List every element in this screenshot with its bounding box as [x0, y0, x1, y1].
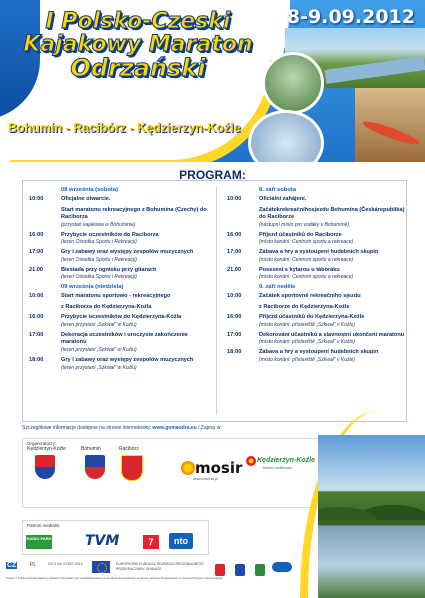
- eu-footer: [0, 560, 425, 598]
- schedule-item: [227, 349, 410, 364]
- info-suffix: / Zapisy w: [196, 425, 221, 431]
- schedule-venue: (teren przystani „Szkwał" w Koźlu): [61, 364, 137, 371]
- partner-crest-icon: [215, 564, 225, 576]
- schedule-venue: (teren Ośrodka Sportu i Rekreacji): [61, 256, 137, 263]
- schedule-venue: (místo konání: přístaviště „Szkwał" v Koźle): [259, 321, 355, 328]
- kk-logo-icon: [245, 455, 257, 467]
- event-date: 8-9.09.2012: [286, 6, 415, 28]
- schedule-time: 17:00: [227, 331, 242, 338]
- schedule-text: Oficiální zahájení.: [259, 196, 307, 202]
- kk-logo-tagline: Miasto możliwości: [263, 466, 292, 470]
- column-divider: [216, 187, 217, 415]
- kk-logo-name: Kędzierzyn-Koźle: [257, 457, 315, 464]
- footnote: Projekt "I Polsko-Czeski Kajakowy Maraton Odrzański" jest współfinansowany ze środków Europejskiego Funduszu Rozwoju Regionalnego w ramach Programu Operacyjnego: [6, 576, 223, 580]
- schedule-text: Gry i zabawy oraz występy zespołów muzycznych: [61, 249, 194, 256]
- poster-title: [18, 10, 258, 81]
- schedule-time: 16:00: [29, 314, 44, 321]
- schedule-item: [29, 207, 212, 229]
- schedule-venue: (místo konání: Centrum sportu a rekreace): [259, 239, 354, 246]
- schedule-text: z Raciborza do Kędzierzyna-Koźla: [61, 303, 152, 310]
- schedule-time: 18:00: [227, 349, 242, 356]
- schedule-venue: (nástupní místo pro vodáky v Bohumíně): [259, 221, 350, 228]
- schedule-venue: (przystań kajakowa w Bohuminie): [61, 221, 136, 228]
- schedule-venue: (místo konání: Centrum sportu a rekreace): [259, 256, 354, 263]
- schedule-item: [227, 196, 410, 204]
- schedule-item: [29, 314, 212, 329]
- bohumin-crest-icon: [85, 455, 105, 479]
- kedzierzyn-kozle-crest-icon: [35, 455, 55, 479]
- schedule-text: Zábava a hry a vystoupení hudebních skupin: [259, 249, 379, 256]
- schedule-venue: (místo konání: přístaviště „Szkwał" v Koźle): [259, 339, 355, 346]
- schedule-text: Příjezd účastníků do Raciborze: [259, 231, 342, 238]
- schedule-text: Gry i zabawy oraz występy zespołów muzycznych: [61, 357, 194, 364]
- schedule-item: [227, 207, 410, 229]
- day-heading: 09 września (niedziela): [61, 284, 124, 291]
- day-heading: 8. září sobota: [259, 187, 297, 193]
- schedule-item: [227, 232, 410, 247]
- schedule-text: Przybycie uczestników do Kędzierzyna-Koźla: [61, 314, 182, 321]
- schedule-text: Dekorování účastníků a slavnostní ukončení maratonu: [259, 331, 405, 338]
- schedule-time: 17:00: [29, 331, 44, 338]
- radio-park-logo: RADIO PARK: [26, 535, 52, 549]
- seven-days-logo: 7: [143, 535, 159, 549]
- crest-label-raciborz: Racibórz: [119, 446, 139, 452]
- schedule-text: Začátek sportovně rekreačního sjezdu: [259, 293, 361, 300]
- schedule-venue: (teren przystani „Szkwał" w Koźlu): [61, 321, 137, 328]
- schedule-item: [29, 267, 212, 282]
- day-heading: 9. září neděle: [259, 284, 296, 291]
- organizers-label: Organizatorzy:: [27, 441, 57, 446]
- partner-logo-icon: [272, 562, 292, 572]
- schedule-item: [227, 314, 410, 329]
- raciborz-crest-icon: [121, 455, 143, 481]
- schedule-time: 21.00: [29, 266, 43, 273]
- program-code: OZ 3 Cel 3 2007-2013: [48, 562, 83, 566]
- schedule-item: [227, 304, 410, 312]
- photo-circle-water: [248, 110, 324, 162]
- schedule-item: [227, 332, 410, 347]
- crest-label-bohumin: Bohumin: [81, 446, 101, 452]
- mosir-url: www.mosir.kk.pl: [193, 477, 218, 481]
- header-banner: [0, 0, 425, 162]
- patrons-label: Patroni medialni:: [27, 523, 61, 528]
- crest-label-kk: Kędzierzyn-Koźle: [27, 446, 66, 452]
- organizers-box: [22, 438, 324, 508]
- schedule-time: 16:00: [227, 314, 242, 321]
- schedule-venue: (místo konání: Centrum sportu a rekreace): [259, 274, 354, 281]
- program-heading: PROGRAM:: [179, 168, 246, 182]
- schedule-time: 10:00: [227, 293, 242, 300]
- cz-label: CZ: [7, 562, 17, 569]
- schedule-item: [29, 232, 212, 247]
- schedule-text: z Raciborze do Kędzierzyna-Koźle: [259, 303, 350, 310]
- schedule-item: [29, 304, 212, 312]
- schedule-venue: (teren przystani „Szkwał" w Koźlu): [61, 347, 137, 354]
- partner-crest-icon: [235, 564, 245, 576]
- title-line-3: Odrzański: [70, 54, 206, 83]
- schedule-time: 10:00: [29, 196, 44, 202]
- program-polish-column: [29, 185, 212, 375]
- info-prefix: Szczegółowe informacje dostępne na stronie internetowej:: [22, 425, 153, 431]
- title-line-1: I Polsko-Czeski: [45, 9, 231, 34]
- schedule-text: Start maratonu rekreacyjnego z Bohumina (Czechy) do Raciborza: [61, 206, 207, 221]
- schedule-text: Zábava a hry a vystoupení hudebních skupin: [259, 349, 379, 356]
- tvm-logo: TVM: [85, 533, 120, 549]
- schedule-time: 18:00: [29, 357, 44, 364]
- schedule-time: 17:00: [29, 249, 44, 256]
- nto-logo: nto: [169, 533, 193, 549]
- schedule-item: [227, 267, 410, 282]
- route-cities: Bohumin - Racibórz - Kędzierzyn-Koźle: [8, 121, 241, 135]
- schedule-text: Biesiada przy ognisku przy gitarach: [61, 266, 157, 273]
- schedule-text: Posezení s kytarou u táboráku: [259, 266, 340, 273]
- schedule-item: [29, 249, 212, 264]
- program-czech-column: [227, 185, 410, 367]
- schedule-item: [29, 332, 212, 354]
- schedule-text: Start maratonu sportowo - rekreacyjnego: [61, 293, 171, 300]
- mosir-logo: mosir: [181, 459, 242, 477]
- schedule-item: [29, 196, 212, 204]
- photo-kayaker: [355, 88, 425, 162]
- schedule-venue: (teren Ośrodka Sportu i Rekreacji): [61, 239, 137, 246]
- schedule-time: 16:00: [29, 231, 44, 238]
- schedule-venue: (místo konání: přístaviště „Szkwał" v Koźle): [259, 357, 355, 364]
- schedule-time: 21.00: [227, 266, 241, 273]
- schedule-text: Dekoracja uczestników i uroczyste zakończenie maratonu: [61, 331, 188, 346]
- title-line-2: Kajakowy Maraton: [23, 32, 253, 58]
- eu-fund-text: EUROPEJSKI FUNDUSZ ROZWOJU REGIONALNEGO PRZEKRACZAMY GRANICE: [116, 562, 204, 571]
- partner-crest-icon: [255, 564, 265, 576]
- schedule-item: [227, 293, 410, 301]
- pl-label: PL: [30, 562, 37, 568]
- schedule-time: 10:00: [29, 293, 44, 300]
- eu-flag-icon: [92, 561, 110, 573]
- schedule-item: [29, 293, 212, 301]
- schedule-text: Przybycie uczestników do Raciborza: [61, 231, 159, 238]
- schedule-item: [29, 357, 212, 372]
- info-line: [22, 425, 221, 431]
- schedule-item: [227, 249, 410, 264]
- schedule-text: Začátekrekreačníhosjezdu Bohumína (Českárepublika) do Raciborze: [259, 206, 405, 221]
- schedule-time: 16:00: [227, 231, 242, 238]
- program-box: [22, 180, 407, 422]
- schedule-time: 17:00: [227, 249, 242, 256]
- media-patrons-box: [22, 520, 209, 555]
- schedule-text: Příjezd účastníků do Kędzierzyna-Koźle: [259, 314, 365, 321]
- schedule-text: Oficjalne otwarcie.: [61, 196, 111, 202]
- schedule-venue: (teren Ośrodka Sportu i Rekreacji): [61, 274, 137, 281]
- info-url-link[interactable]: www.gomaodra.eu: [152, 425, 197, 431]
- day-heading: 08 września (sobota): [61, 187, 119, 193]
- schedule-time: 10:00: [227, 196, 242, 202]
- photo-circle-paddler: [262, 52, 324, 114]
